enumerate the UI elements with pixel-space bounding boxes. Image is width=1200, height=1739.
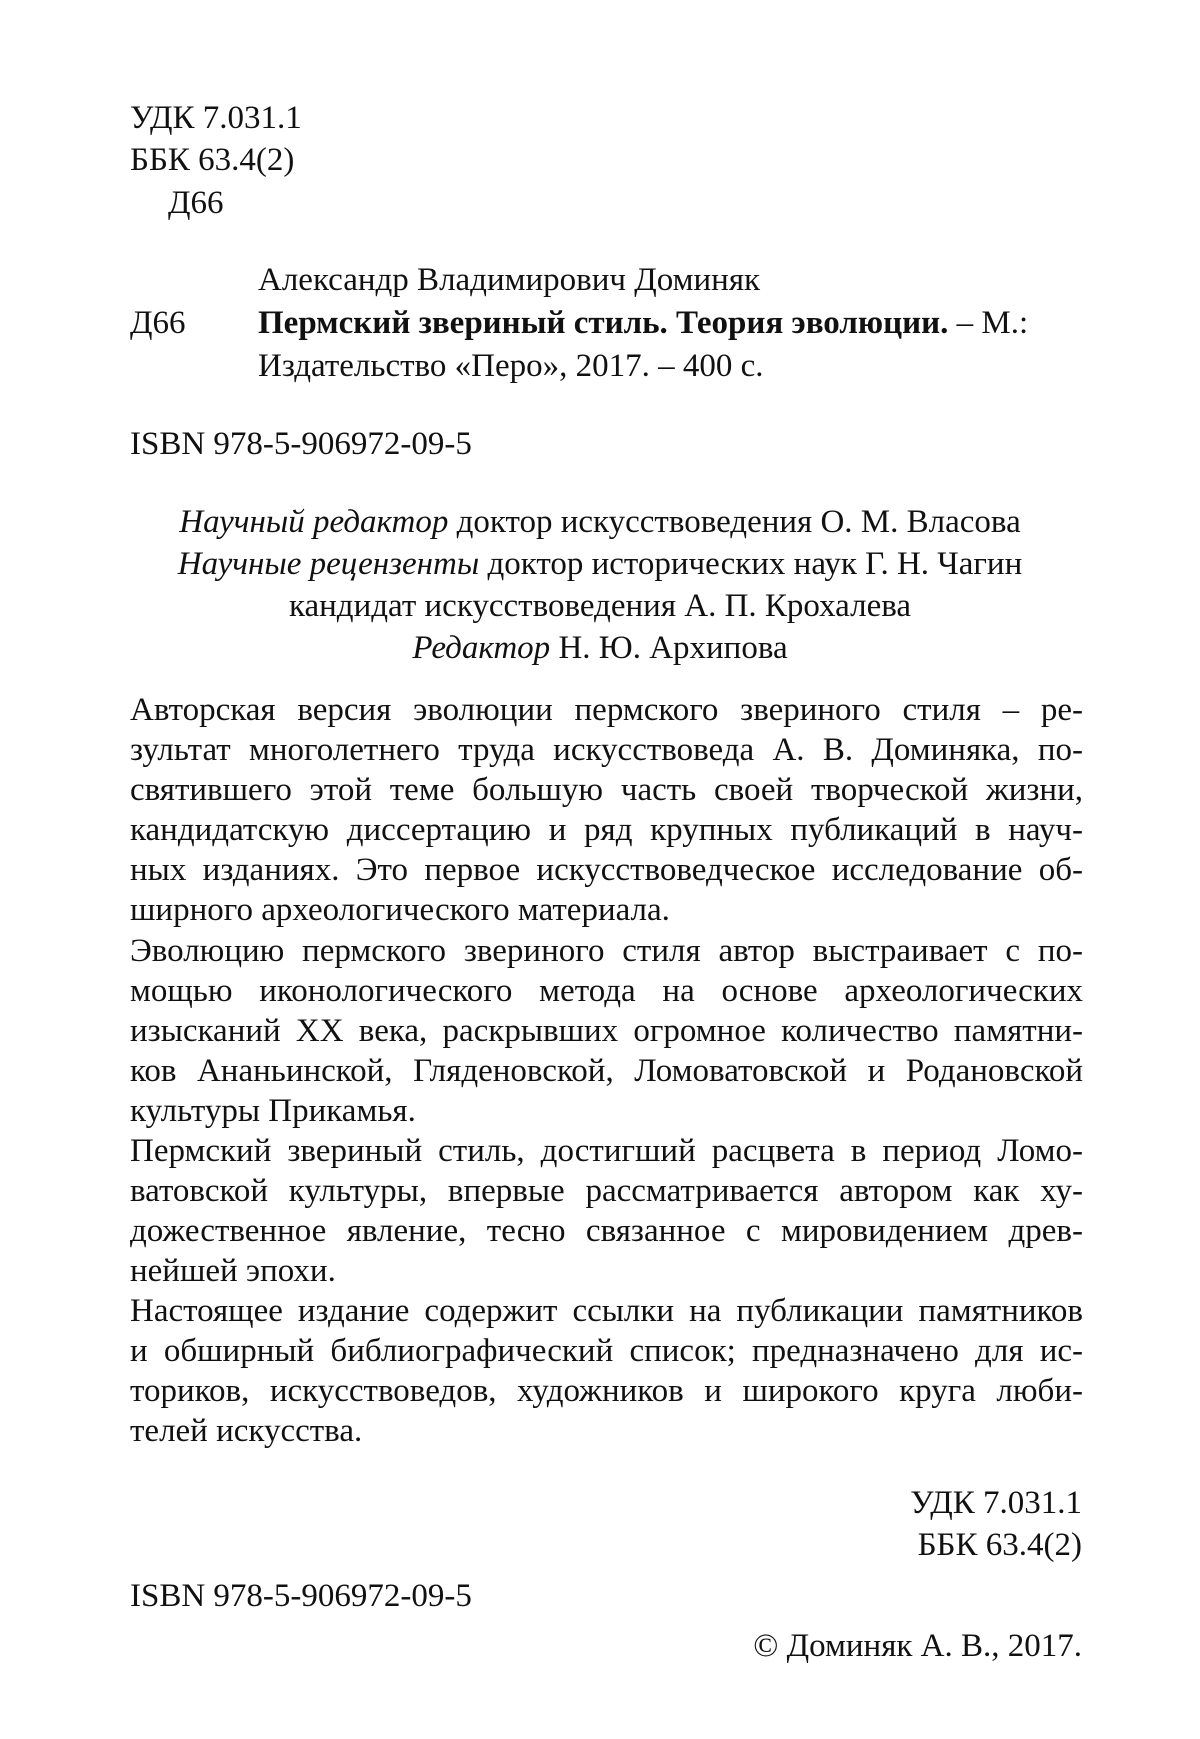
annotation-line: Настоящее издание содержит ссылки на публикации памятников	[130, 1293, 1083, 1329]
annotation-line: телей искусства.	[130, 1413, 363, 1449]
annotation-line: культуры Прикамья.	[130, 1093, 416, 1129]
annotation-line: дожественное явление, тесно связанное с мировидением древ-	[130, 1213, 1083, 1249]
annotation-line: ториков, искусствоведов, художников и широкого круга люби-	[130, 1373, 1083, 1409]
annotation-line: изысканий XX века, раскрывших огромное количество памятни-	[130, 1013, 1083, 1049]
annotation-line: кандидатскую диссертацию и ряд крупных публикаций в науч-	[130, 812, 1083, 848]
annotation-paragraph	[130, 1131, 1083, 1291]
annotation-line: ков Ананьинской, Гляденовской, Ломоватовской и Родановской	[130, 1053, 1083, 1089]
credit-role: Научные рецензенты	[177, 546, 480, 582]
footer-bbk: ББК 63.4(2)	[917, 1527, 1082, 1563]
annotation-paragraph	[130, 1291, 1083, 1451]
footer-udk: УДК 7.031.1	[910, 1485, 1082, 1521]
annotation-line: мощью иконологического метода на основе археологических	[130, 973, 1083, 1009]
udk-code: УДК 7.031.1	[130, 100, 302, 136]
bbk-code: ББК 63.4(2)	[130, 142, 295, 178]
credit-line	[0, 502, 1200, 542]
annotation-paragraph	[130, 690, 1083, 930]
credit-text: Н. Ю. Архипова	[550, 630, 788, 666]
credit-role: Научный редактор	[179, 504, 449, 540]
annotation-line: Авторская версия эволюции пермского звериного стиля – ре-	[130, 692, 1083, 728]
annotation-paragraph	[130, 931, 1083, 1131]
annotation-line: и обширный библиографический список; предназначено для ис-	[130, 1333, 1083, 1369]
credit-role: Редактор	[412, 630, 551, 666]
annotation-line: ных изданиях. Это первое искусствоведческое исследование об-	[130, 852, 1083, 888]
credit-text: доктор искусствоведения О. М. Власова	[448, 504, 1021, 540]
author-name: Александр Владимирович Доминяк	[258, 262, 761, 298]
annotation-line: святившего этой теме большую часть своей творческой жизни,	[130, 772, 1083, 808]
publisher-city: – М.:	[948, 305, 1029, 341]
credit-line	[0, 544, 1200, 584]
isbn-top: ISBN 978-5-906972-09-5	[130, 426, 472, 462]
record-mark: Д66	[130, 305, 186, 341]
credit-line	[0, 628, 1200, 668]
copyright: © Доминяк А. В., 2017.	[753, 1628, 1082, 1664]
annotation-line: Пермский звериный стиль, достигший расцвета в период Ломо-	[130, 1133, 1083, 1169]
annotation-line: зультат многолетнего труда искусствоведа А. В. Доминяка, по-	[130, 732, 1083, 768]
annotation-line: ширного археологического материала.	[130, 892, 670, 928]
annotation-line: нейшей эпохи.	[130, 1253, 336, 1289]
book-title: Пермский звериный стиль. Теория эволюции.	[258, 305, 949, 341]
credit-text: доктор исторических наук Г. Н. Чагин	[479, 546, 1023, 582]
annotation-line: ватовской культуры, впервые рассматривается автором как ху-	[130, 1173, 1083, 1209]
annotation-line: Эволюцию пермского звериного стиля автор выстраивает с по-	[130, 933, 1083, 969]
credit-text: кандидат искусствоведения А. П. Крохалева	[288, 588, 912, 624]
author-mark: Д66	[168, 185, 224, 221]
book-title-line	[258, 303, 1028, 343]
credit-line	[0, 586, 1200, 626]
imprint-line: Издательство «Перо», 2017. – 400 с.	[258, 348, 764, 384]
footer-isbn: ISBN 978-5-906972-09-5	[130, 1578, 472, 1614]
